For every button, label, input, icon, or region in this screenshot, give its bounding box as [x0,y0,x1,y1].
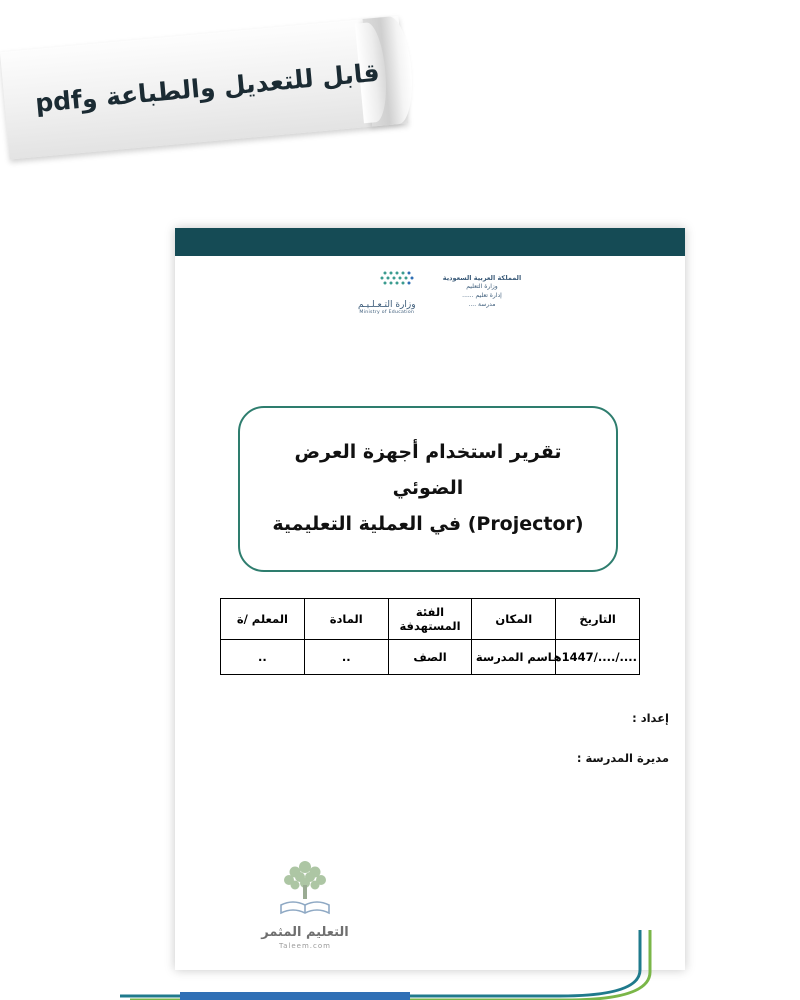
education-admin-label: إدارة تعليم ...... [462,292,502,300]
report-title-line-1: تقرير استخدام أجهزة العرض الضوئي [294,441,562,500]
logo-dots-icon [339,270,435,296]
banner-text: قابل للتعديل والطباعة وpdf [33,57,381,118]
document-page [175,228,685,970]
page-top-bar [175,228,685,256]
table-header-place: المكان [472,599,556,640]
school-label: مدرسة .... [468,300,496,308]
table-cell-date: ..../..../1447هـ [556,640,640,675]
report-title-card [238,406,618,572]
table-header-row [221,599,640,640]
table-row [221,640,640,675]
logo-arabic-wordmark: وزارة التـعـلـيـم [357,300,416,310]
ministry-header [175,270,685,315]
report-info-table [220,598,640,675]
watermark-name: التعليم المثمر [261,925,349,940]
ministry-header-text [443,270,521,309]
kingdom-label: المملكة العربية السعودية [442,274,522,282]
table-header-target-group: الفئة المستهدفة [388,599,472,640]
watermark [235,857,375,950]
table-cell-teacher: .. [221,640,305,675]
table-header-date: التاريخ [556,599,640,640]
tree-book-logo-icon [267,857,343,919]
principal-label: مديرة المدرسة : [576,751,669,765]
report-title-line-2: (Projector) في العملية التعليمية [272,513,584,536]
editable-banner [0,16,408,160]
ministry-of-education-logo-icon [339,270,435,315]
table-cell-place: اسم المدرسة [472,640,556,675]
table-header-subject: المادة [304,599,388,640]
watermark-url: Taleem.com [279,942,331,950]
prepared-by-label: إعداد : [632,711,669,725]
swoosh-blue-bar [180,992,410,1000]
table-cell-target-group: الصف [388,640,472,675]
table-cell-subject: .. [304,640,388,675]
table-header-teacher: المعلم /ة [221,599,305,640]
ministry-label: وزارة التعليم [466,283,498,291]
logo-english-wordmark: Ministry of Education [359,310,415,315]
